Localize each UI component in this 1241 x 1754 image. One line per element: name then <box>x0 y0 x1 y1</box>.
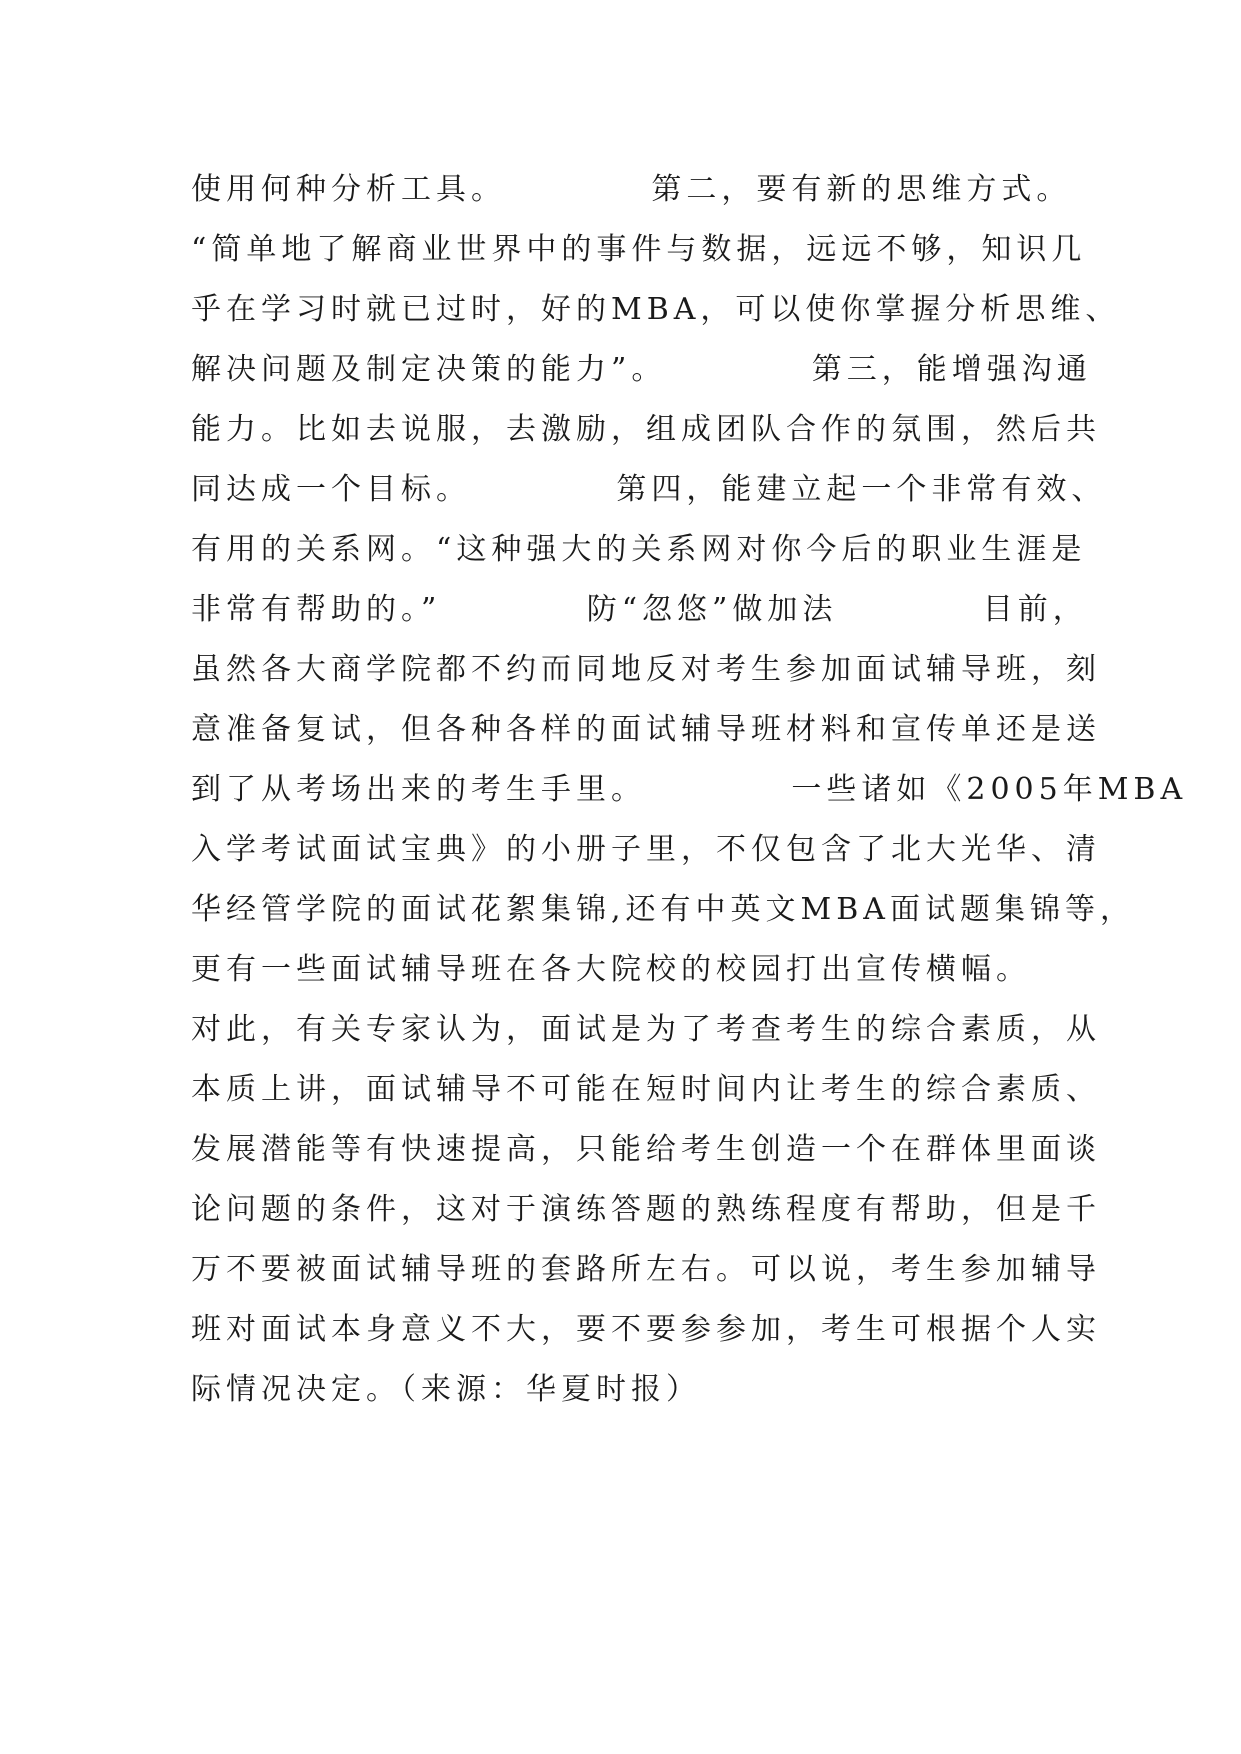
text-line-16: 本质上讲，面试辅导不可能在短时间内让考生的综合素质、 <box>191 1072 1101 1107</box>
text-line-13: 华经管学院的面试花絮集锦,还有中英文MBA面试题集锦等， <box>191 892 1135 927</box>
text-line-11: 到了从考场出来的考生手里。 一些诸如《2005年MBA <box>191 772 1188 807</box>
text-line-1: 使用何种分析工具。 第二，要有新的思维方式。 <box>191 172 1072 207</box>
text-line-18: 论问题的条件，这对于演练答题的熟练程度有帮助，但是千 <box>191 1192 1101 1227</box>
text-line-5: 能力。比如去说服，去激励，组成团队合作的氛围，然后共 <box>191 412 1101 447</box>
text-line-10: 意准备复试，但各种各样的面试辅导班材料和宣传单还是送 <box>191 712 1101 747</box>
article-body <box>191 160 1188 1420</box>
text-line-2: “简单地了解商业世界中的事件与数据，远远不够，知识几 <box>191 232 1087 267</box>
text-line-8: 非常有帮助的。” 防“忽悠”做加法 目前， <box>191 592 1088 627</box>
text-line-9: 虽然各大商学院都不约而同地反对考生参加面试辅导班，刻 <box>191 652 1101 687</box>
text-line-12: 入学考试面试宝典》的小册子里，不仅包含了北大光华、清 <box>191 832 1101 867</box>
text-line-17: 发展潜能等有快速提高，只能给考生创造一个在群体里面谈 <box>191 1132 1101 1167</box>
text-line-14: 更有一些面试辅导班在各大院校的校园打出宣传横幅。 <box>191 952 1031 987</box>
text-line-3: 乎在学习时就已过时，好的MBA，可以使你掌握分析思维、 <box>191 292 1121 327</box>
text-line-19: 万不要被面试辅导班的套路所左右。可以说，考生参加辅导 <box>191 1252 1101 1287</box>
text-line-15: 对此，有关专家认为，面试是为了考查考生的综合素质，从 <box>191 1012 1101 1047</box>
text-line-7: 有用的关系网。“这种强大的关系网对你今后的职业生涯是 <box>191 532 1087 567</box>
text-line-21: 际情况决定。（来源：华夏时报） <box>191 1372 701 1407</box>
text-line-4: 解决问题及制定决策的能力”。 第三，能增强沟通 <box>191 352 1092 387</box>
text-line-6: 同达成一个目标。 第四，能建立起一个非常有效、 <box>191 472 1107 507</box>
text-line-20: 班对面试本身意义不大，要不要参参加，考生可根据个人实 <box>191 1312 1101 1347</box>
